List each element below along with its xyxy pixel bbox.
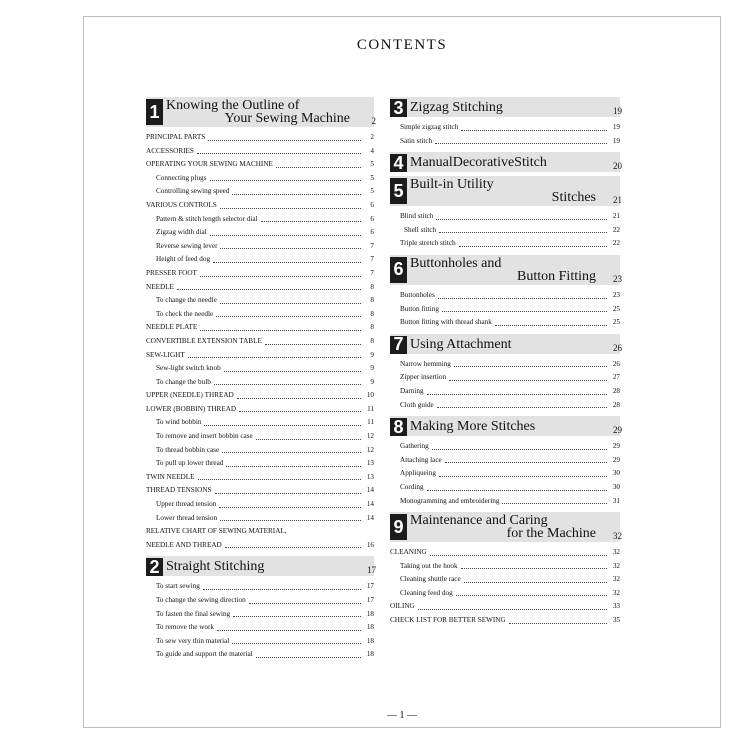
section-page-number: 2 (371, 116, 376, 126)
toc-entry-label: To change the needle (156, 296, 217, 305)
toc-entry (390, 614, 620, 628)
toc-entry (390, 573, 620, 587)
leader-dots (220, 207, 361, 209)
leader-dots (265, 343, 361, 345)
leader-dots (219, 506, 361, 508)
toc-entry (146, 131, 374, 145)
toc-entry-label: To sew very thin material (156, 636, 230, 645)
leader-dots (249, 602, 361, 604)
toc-entry-label: Button fitting (400, 304, 439, 313)
toc-entry-page: 11 (367, 404, 374, 413)
toc-entry (146, 185, 374, 199)
toc-entry-label: Lower thread tension (156, 513, 218, 522)
toc-entry (146, 416, 374, 430)
toc-entry-page: 26 (612, 359, 620, 368)
toc-entry-label: Zipper insertion (400, 373, 447, 382)
section-heading (390, 512, 620, 542)
toc-entry (146, 580, 374, 594)
toc-entry-page: 10 (366, 391, 374, 400)
manual-page (83, 16, 721, 728)
toc-entry (390, 358, 620, 372)
toc-entry (146, 498, 374, 512)
toc-entry-page: 12 (366, 432, 374, 441)
leader-dots (435, 142, 607, 144)
toc-entry (146, 294, 374, 308)
toc-entry (146, 172, 374, 186)
toc-entry (390, 303, 620, 317)
section-page-number: 19 (613, 106, 622, 116)
toc-entry (146, 484, 374, 498)
toc-entry (146, 621, 374, 635)
toc-entry (390, 546, 620, 560)
section-number: 2 (146, 558, 163, 576)
toc-entry-page: 25 (612, 318, 620, 327)
leader-dots (445, 461, 607, 463)
toc-entry-page: 32 (612, 588, 620, 597)
toc-entry-label: Monogramming and embroidering (400, 496, 500, 505)
section-title (410, 514, 596, 540)
section-page-number: 23 (613, 273, 622, 284)
toc-entry-page: 18 (366, 609, 374, 618)
toc-entry-page: 8 (370, 282, 374, 291)
toc-entry (146, 335, 374, 349)
toc-entry (146, 267, 374, 281)
toc-entry-page: 30 (612, 482, 620, 491)
toc-entry-label: Height of feed dog (156, 255, 211, 264)
leader-dots (438, 297, 607, 299)
leader-dots (427, 489, 607, 491)
toc-entry-page: 29 (612, 442, 620, 451)
toc-entry-label: To change the bulb (156, 377, 211, 386)
toc-entry-page: 14 (366, 500, 374, 509)
toc-entry-page: 9 (370, 364, 374, 373)
toc-entry-page: 8 (370, 336, 374, 345)
toc-entry-page: 8 (370, 309, 374, 318)
toc-entry-label: NEEDLE (146, 282, 174, 291)
leader-dots (256, 656, 361, 658)
leader-dots (461, 567, 607, 569)
leader-dots (464, 581, 607, 583)
section-title-line1: ManualDecorativeStitch (410, 155, 547, 171)
toc-entry (146, 376, 374, 390)
section-heading (390, 255, 620, 285)
toc-entry (390, 600, 620, 614)
toc-entry (146, 608, 374, 622)
toc-entry (390, 454, 620, 468)
leader-dots (232, 642, 361, 644)
toc-entry-page: 32 (612, 548, 620, 557)
leader-dots (214, 383, 361, 385)
toc-entry-label: Cleaning feed dog (400, 588, 453, 597)
toc-entry-label: THREAD TENSIONS (146, 486, 212, 495)
toc-entry (390, 467, 620, 481)
leader-dots (418, 608, 607, 610)
section-title-line1: Straight Stitching (166, 559, 265, 575)
toc-entry-page: 18 (366, 623, 374, 632)
leader-dots (449, 379, 607, 381)
toc-entry-label: UPPER (NEEDLE) THREAD (146, 391, 234, 400)
section-title-line1: Built-in Utility (410, 177, 494, 193)
toc-entry (146, 430, 374, 444)
leader-dots (439, 231, 607, 233)
leader-dots (216, 315, 361, 317)
section-heading (146, 97, 374, 127)
toc-entry-label: SEW-LIGHT (146, 350, 185, 359)
toc-entry-page: 28 (612, 386, 620, 395)
toc-entry (146, 444, 374, 458)
toc-entry-page: 23 (612, 290, 620, 299)
section-title (410, 178, 596, 204)
toc-entry-page: 14 (366, 486, 374, 495)
toc-entry (390, 399, 620, 413)
toc-entry-label: Shell stitch (404, 225, 437, 234)
section-title-line1: Zigzag Stitching (410, 100, 503, 115)
section-title-line2: for the Machine (506, 526, 596, 542)
toc-entry-label: To remove and insert bobbin case (156, 432, 253, 441)
section-page-number: 20 (613, 161, 622, 172)
toc-entry-page: 16 (366, 540, 374, 549)
toc-entry-label: Cleaning shuttle race (400, 575, 461, 584)
toc-entry-page: 8 (370, 296, 374, 305)
toc-entry-label: To remove the work (156, 623, 214, 632)
toc-entry-label: CHECK LIST FOR BETTER SEWING (390, 616, 506, 625)
section-number: 8 (390, 418, 407, 436)
toc-entry (146, 525, 374, 539)
toc-entry-page: 2 (370, 133, 374, 141)
toc-entry (146, 253, 374, 267)
toc-entry-label: Gathering (400, 442, 429, 451)
leader-dots (436, 218, 607, 220)
leader-dots (222, 451, 361, 453)
section-number: 7 (390, 336, 407, 354)
toc-entry (146, 362, 374, 376)
toc-entry-label: Button fitting with thread shank (400, 318, 492, 327)
section-title-line1: Making More Stitches (410, 419, 536, 435)
toc-entry (146, 512, 374, 526)
toc-entry (146, 240, 374, 254)
section-number: 4 (390, 154, 407, 172)
section-number: 5 (390, 178, 407, 204)
toc-entry (390, 440, 620, 454)
leader-dots (220, 519, 361, 521)
leader-dots (439, 475, 607, 477)
leader-dots (256, 438, 361, 440)
leader-dots (203, 588, 361, 590)
toc-entry-label: PRINCIPAL PARTS (146, 133, 206, 141)
leader-dots (200, 329, 361, 331)
toc-entry-page: 35 (612, 616, 620, 625)
toc-entry-page: 22 (612, 225, 620, 234)
leader-dots (217, 629, 361, 631)
leader-dots (509, 622, 607, 624)
section-title-line1: Using Attachment (410, 336, 512, 352)
leader-dots (430, 554, 607, 556)
toc-entry (146, 321, 374, 335)
toc-entry (390, 289, 620, 303)
toc-entry-label: To pull up lower thread (156, 459, 224, 468)
toc-entry-label: To thread bobbin case (156, 445, 220, 454)
toc-entry-label: Pattern & stitch length selector dial (156, 214, 258, 223)
toc-entry-label: Taking out the hook (400, 561, 458, 570)
toc-entry-label: Upper thread tension (156, 500, 217, 509)
toc-entry (146, 199, 374, 213)
toc-entry-label: To wind bobbin (156, 418, 202, 427)
section-title-line2: Button Fitting (517, 268, 596, 284)
toc-entry (146, 403, 374, 417)
section-page-number: 32 (613, 531, 622, 542)
leader-dots (177, 288, 361, 290)
leader-dots (437, 406, 607, 408)
toc-entry-label: To fasten the final sewing (156, 609, 231, 618)
section-title-line2: Your Sewing Machine (224, 111, 350, 126)
section-page-number: 21 (613, 195, 622, 206)
toc-entry-page: 6 (370, 200, 374, 209)
leader-dots (237, 397, 361, 399)
toc-entry (390, 495, 620, 509)
toc-entry-page: 13 (366, 459, 374, 468)
toc-entry-page: 7 (370, 241, 374, 250)
leader-dots (226, 465, 361, 467)
leader-dots (454, 365, 607, 367)
toc-entry-page: 11 (367, 418, 374, 427)
toc-entry-page: 9 (370, 350, 374, 359)
leader-dots (204, 424, 361, 426)
toc-entry-page: 29 (612, 455, 620, 464)
toc-entry-page: 19 (612, 123, 620, 131)
toc-entry (146, 308, 374, 322)
leader-dots (213, 261, 361, 263)
section-heading (390, 416, 620, 436)
leader-dots (215, 492, 361, 494)
toc-entry-page: 12 (366, 445, 374, 454)
toc-entry (390, 385, 620, 399)
toc-entry (146, 349, 374, 363)
section-title (410, 101, 503, 114)
toc-entry-label: NEEDLE AND THREAD (146, 540, 222, 549)
toc-entry (146, 213, 374, 227)
toc-entry-page: 7 (370, 255, 374, 264)
toc-entry-label: Reverse sewing lever (156, 241, 218, 250)
toc-entry-label: CLEANING (390, 548, 427, 557)
section-number: 9 (390, 514, 407, 540)
toc-entry (146, 457, 374, 471)
toc-entry (390, 224, 620, 238)
toc-entry (146, 471, 374, 485)
toc-entry-page: 4 (370, 146, 374, 155)
toc-entry-page: 33 (612, 602, 620, 611)
section-page-number: 17 (367, 565, 376, 576)
leader-dots (232, 193, 361, 195)
section-title (410, 156, 547, 169)
toc-right-column (390, 97, 620, 628)
section-title-line1: Buttonholes and (410, 255, 502, 271)
toc-entry-label: TWIN NEEDLE (146, 472, 195, 481)
toc-entry-label: To guide and support the material (156, 650, 253, 659)
toc-entry-label: Triple stretch stitch (400, 239, 456, 248)
section-title (166, 99, 350, 125)
toc-entry-page: 28 (612, 400, 620, 409)
toc-entry (390, 121, 620, 135)
toc-entry-page: 27 (612, 373, 620, 382)
section-title (410, 257, 596, 283)
toc-entry-page: 32 (612, 561, 620, 570)
toc-entry-label: Cording (400, 482, 424, 491)
toc-entry-page: 6 (370, 228, 374, 237)
section-title (410, 420, 535, 433)
toc-entry-page: 17 (366, 582, 374, 591)
toc-entry-page: 32 (612, 575, 620, 584)
toc-entry-label: Simple zigzag stitch (400, 123, 459, 131)
toc-entry-label: Attaching lace (400, 455, 442, 464)
toc-entry-page: 8 (370, 323, 374, 332)
toc-left-column (146, 97, 374, 662)
section-heading (390, 176, 620, 206)
leader-dots (276, 166, 361, 168)
toc-entry-label: Sew-light switch knob (156, 364, 221, 373)
toc-entry-label: Controlling sewing speed (156, 187, 230, 196)
toc-entry-label: CONVERTIBLE EXTENSION TABLE (146, 336, 262, 345)
toc-entry (390, 210, 620, 224)
leader-dots (432, 448, 607, 450)
leader-dots (210, 234, 361, 236)
toc-entry-page: 31 (612, 496, 620, 505)
leader-dots (200, 275, 361, 277)
toc-entry-label: NEEDLE PLATE (146, 323, 198, 332)
section-number: 6 (390, 257, 407, 283)
toc-entry (146, 594, 374, 608)
toc-entry-page: 14 (366, 513, 374, 522)
section-heading (390, 97, 620, 117)
toc-entry-page: 21 (612, 212, 620, 221)
toc-entry-page: 25 (612, 304, 620, 313)
toc-entry-page: 5 (370, 173, 374, 182)
section-number: 3 (390, 99, 407, 117)
section-title (166, 560, 264, 573)
toc-entry-page: 13 (366, 472, 374, 481)
toc-entry (146, 226, 374, 240)
toc-entry-label: Appliqueing (400, 469, 436, 478)
leader-dots (197, 152, 361, 154)
toc-entry-label: PRESSER FOOT (146, 268, 197, 277)
leader-dots (220, 302, 361, 304)
toc-entry (146, 648, 374, 662)
section-title-line2: Stitches (551, 190, 596, 206)
toc-entry-page: 22 (612, 239, 620, 248)
leader-dots (427, 393, 607, 395)
section-heading (390, 334, 620, 354)
toc-entry-label: To change the sewing direction (156, 596, 246, 604)
section-heading (146, 556, 374, 576)
toc-entry-page: 7 (370, 268, 374, 277)
toc-entry-label: VARIOUS CONTROLS (146, 200, 217, 209)
toc-entry (390, 316, 620, 330)
toc-entry-page: 6 (370, 214, 374, 223)
toc-entry-label: Narrow hemming (400, 359, 451, 368)
leader-dots (220, 247, 361, 249)
toc-entry-label: Blind stitch (400, 212, 434, 221)
leader-dots (459, 245, 607, 247)
leader-dots (210, 179, 361, 181)
leader-dots (456, 594, 607, 596)
toc-entry (390, 587, 620, 601)
toc-entry-label: To start sewing (156, 582, 200, 591)
leader-dots (461, 129, 607, 131)
toc-entry-page: 30 (612, 469, 620, 478)
leader-dots (233, 615, 361, 617)
leader-dots (208, 139, 361, 141)
toc-entry (390, 371, 620, 385)
toc-entry (146, 145, 374, 159)
toc-entry-label: Buttonholes (400, 290, 435, 299)
section-page-number: 26 (613, 342, 622, 353)
toc-entry-label: OILING (390, 602, 415, 611)
page-number: — 1 — (387, 710, 417, 721)
toc-entry (146, 389, 374, 403)
toc-entry-label: Zigzag width dial (156, 228, 207, 237)
leader-dots (239, 410, 361, 412)
section-title-line1: Knowing the Outline of (166, 98, 300, 113)
toc-entry (146, 635, 374, 649)
toc-entry (390, 481, 620, 495)
section-heading (390, 152, 620, 172)
toc-entry-label: To check the needle (156, 309, 214, 318)
leader-dots (224, 370, 361, 372)
toc-entry-page: 18 (366, 650, 374, 659)
leader-dots (442, 310, 607, 312)
leader-dots (225, 546, 361, 548)
toc-entry (390, 135, 620, 149)
toc-entry-label: Satin stitch (400, 136, 433, 145)
toc-entry-label: LOWER (BOBBIN) THREAD (146, 404, 237, 413)
page-title: CONTENTS (356, 37, 448, 53)
toc-entry-label: ACCESSORIES (146, 146, 194, 155)
toc-entry (390, 237, 620, 251)
toc-entry-page: 9 (370, 377, 374, 386)
toc-entry (146, 539, 374, 553)
section-title-line1: Maintenance and Caring (410, 513, 548, 529)
leader-dots (502, 502, 607, 504)
toc-entry-label: Darning (400, 386, 424, 395)
leader-dots (290, 534, 361, 535)
toc-entry-page: 17 (366, 596, 374, 604)
leader-dots (495, 324, 607, 326)
toc-entry-label: Connecting plugs (156, 173, 207, 182)
section-number: 1 (146, 99, 163, 125)
section-title (410, 338, 512, 351)
toc-entry (390, 560, 620, 574)
section-page-number: 29 (613, 425, 622, 436)
leader-dots (198, 478, 362, 480)
toc-entry-label: Cloth guide (400, 400, 434, 409)
toc-entry (146, 158, 374, 172)
toc-entry-page: 5 (370, 187, 374, 196)
toc-entry-page: 19 (612, 136, 620, 145)
toc-entry-page: 5 (370, 160, 374, 169)
leader-dots (261, 220, 361, 222)
toc-entry (146, 281, 374, 295)
leader-dots (188, 356, 361, 358)
toc-entry-label: RELATIVE CHART OF SEWING MATERIAL, (146, 527, 287, 536)
toc-entry-label: OPERATING YOUR SEWING MACHINE (146, 160, 273, 169)
toc-entry-page: 18 (366, 636, 374, 645)
